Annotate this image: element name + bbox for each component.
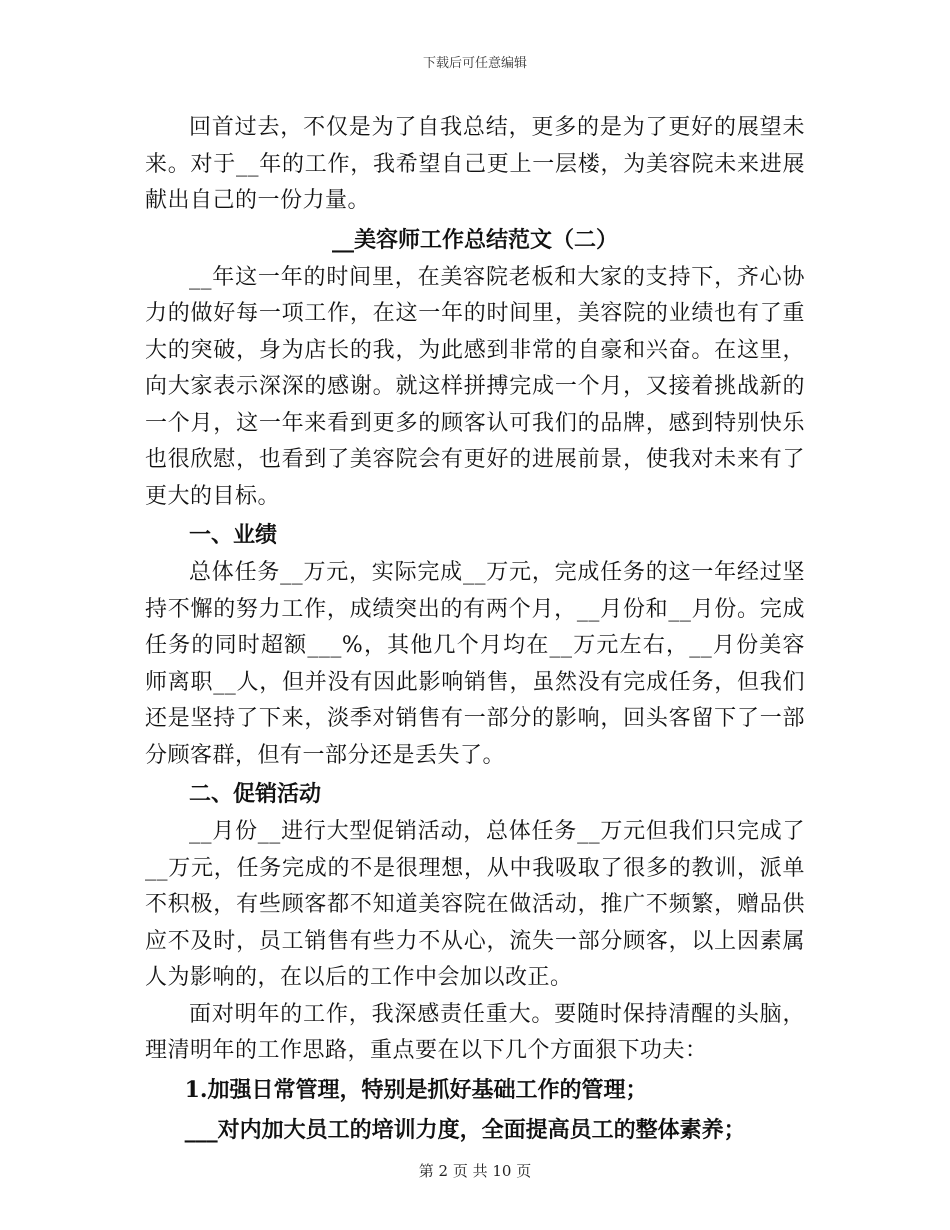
paragraph-performance: 总体任务__万元，实际完成__万元，完成任务的这一年经过坚持不懈的努力工作，成绩突出的有两个月，__月份和__月份。完成任务的同时超额___%，其他几个月均在__万元左右，__月份美容师离职__人，但并没有因此影响销售，虽然没有完成任务，但我们还是坚持了下来，淡季对销售有一部分的影响，回头客留下了一部分顾客群，但有一部分还是丢失了。	[145, 560, 805, 768]
heading-promotion: 二、促销活动	[189, 781, 322, 807]
paragraph-reflection: 回首过去，不仅是为了自我总结，更多的是为了更好的展望未来。对于__年的工作，我希望自己更上一层楼，为美容院未来进展献出自己的一份力量。	[145, 115, 805, 213]
list-item-management: 1.加强日常管理，特别是抓好基础工作的管理；	[184, 1076, 648, 1103]
heading-performance: 一、业绩	[189, 522, 278, 548]
paragraph-intro: __年这一年的时间里，在美容院老板和大家的支持下，齐心协力的做好每一项工作，在这一年的时间里，美容院的业绩也有了重大的突破，身为店长的我，为此感到非常的自豪和兴奋。在这里，向大家表示深深的感谢。就这样拼搏完成一个月，又接着挑战新的一个月，这一年来看到更多的顾客认可我们的品牌，感到特别快乐也很欣慰，也看到了美容院会有更好的进展前景，使我对未来有了更大的目标。	[145, 264, 805, 509]
paragraph-next-year: 面对明年的工作，我深感责任重大。要随时保持清醒的头脑，理清明年的工作思路，重点要在以下几个方面狠下功夫：	[145, 1001, 805, 1063]
section-title: __美容师工作总结范文（二）	[331, 226, 618, 253]
paragraph-promotion: __月份__进行大型促销活动，总体任务__万元但我们只完成了__万元，任务完成的不是很理想，从中我吸取了很多的教训，派单不积极，有些顾客都不知道美容院在做活动，推广不频繁，赠品供应不及时，员工销售有些力不从心，流失一部分顾客，以上因素属人为影响的，在以后的工作中会加以改正。	[145, 819, 805, 990]
document-body	[145, 110, 805, 1150]
list-item-training: ___对内加大员工的培训力度，全面提高员工的整体素养；	[184, 1116, 746, 1143]
page-footer: 第 2 页 共 10 页	[418, 1162, 532, 1180]
page-header: 下载后可任意编辑	[422, 56, 527, 71]
